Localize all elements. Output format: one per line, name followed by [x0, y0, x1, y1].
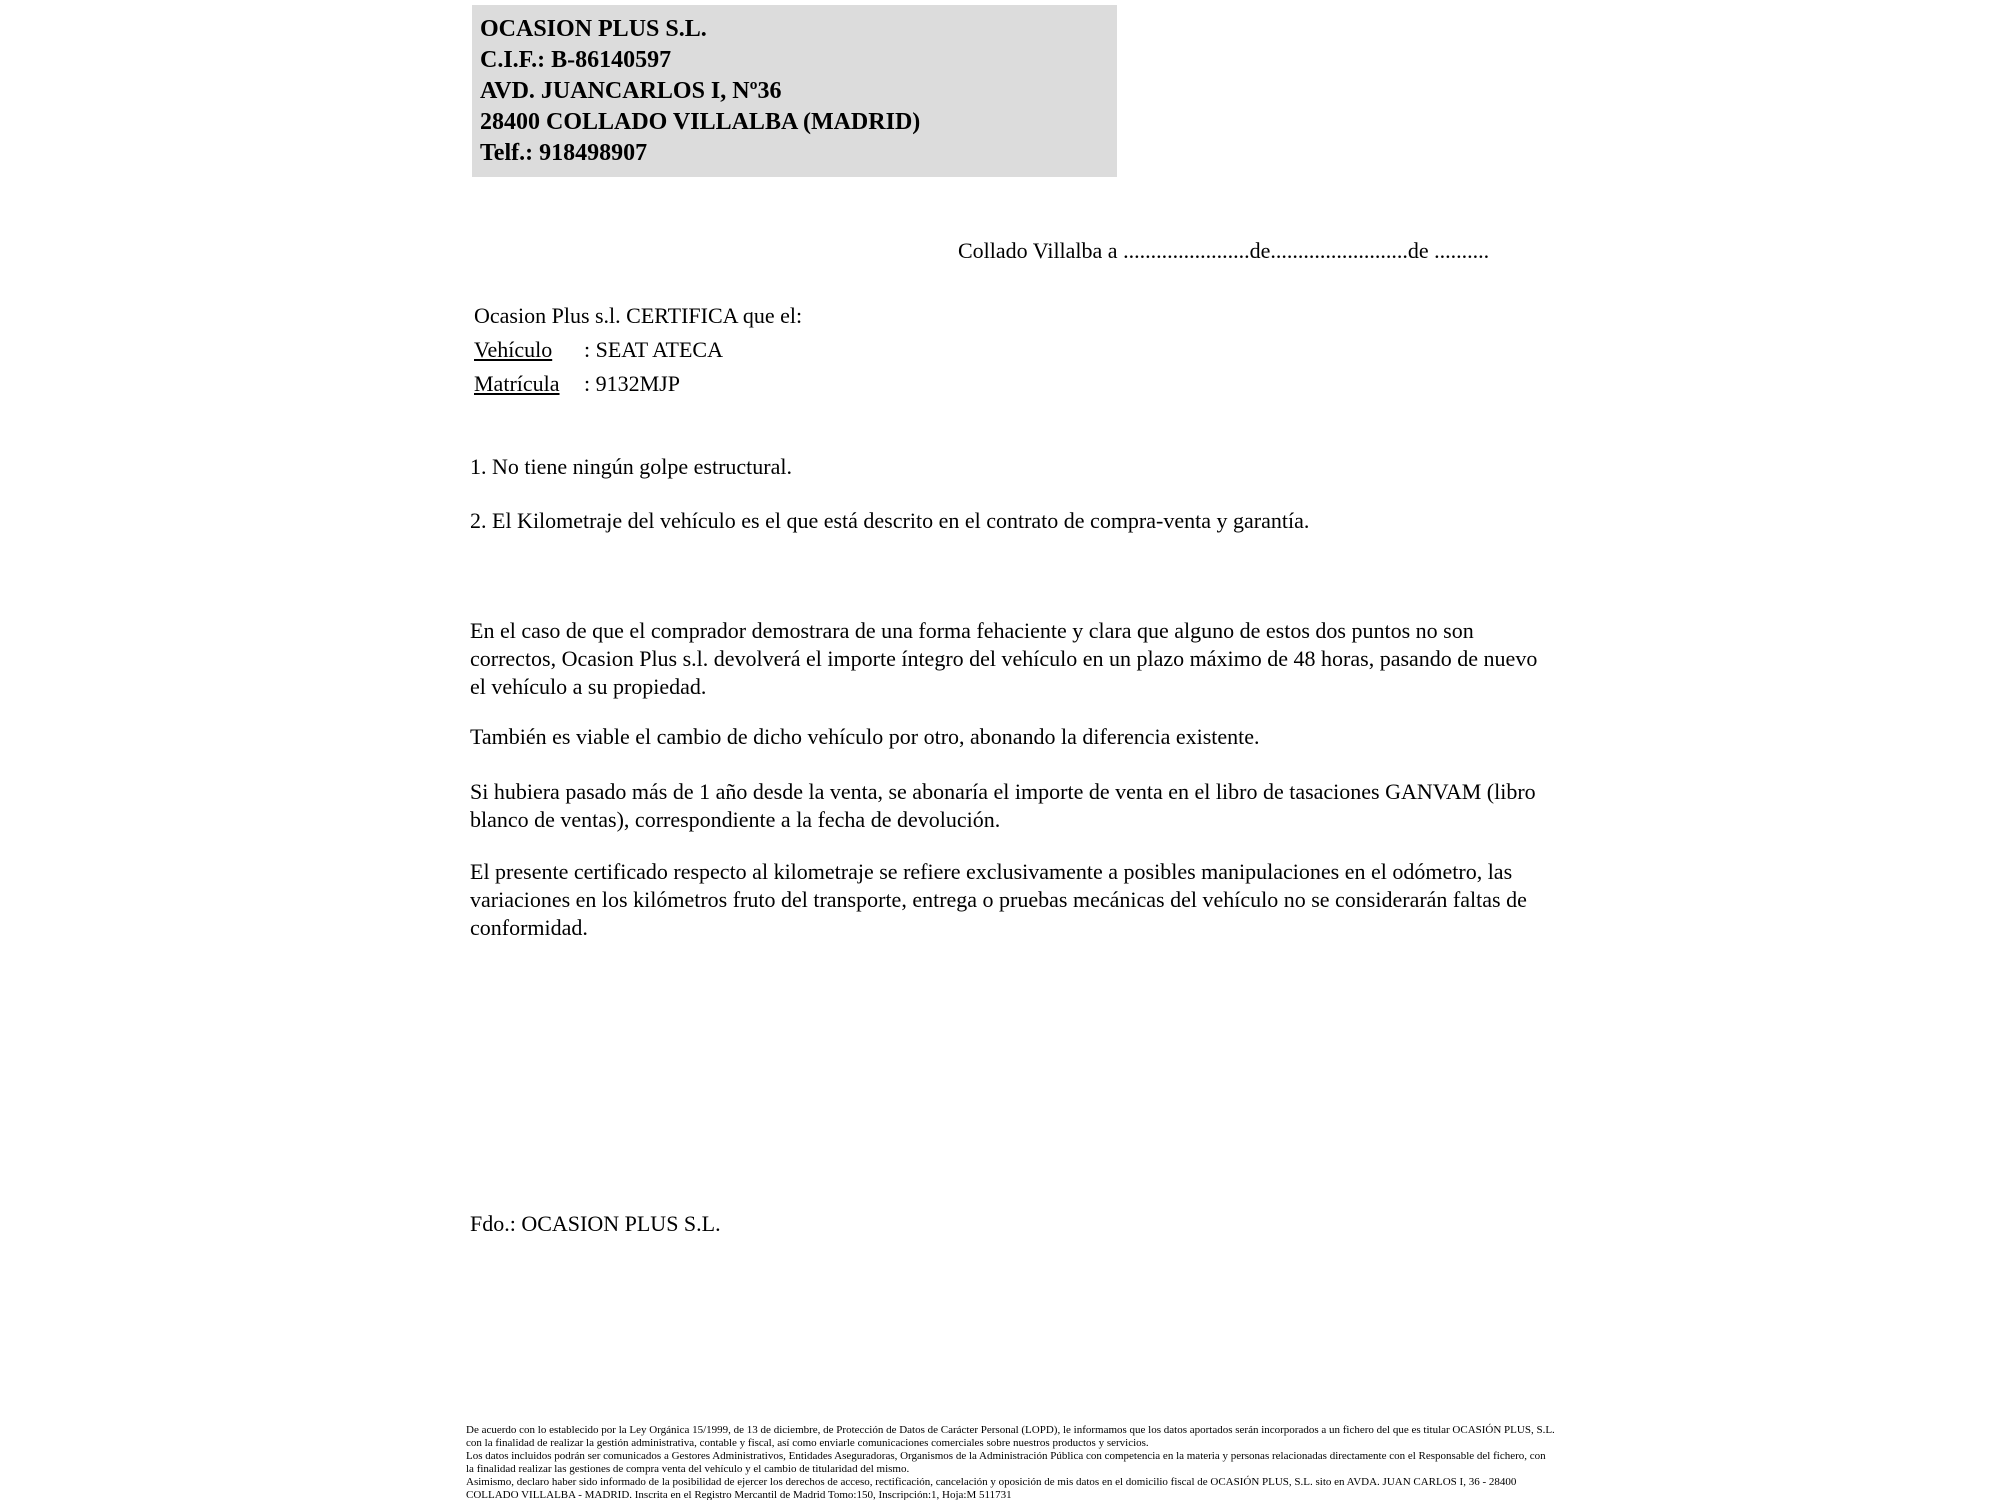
- signature-line: Fdo.: OCASION PLUS S.L.: [470, 1211, 721, 1236]
- body-paragraph-exchange: También es viable el cambio de dicho vehículo por otro, abonando la diferencia existente.: [470, 724, 1260, 749]
- plate-value: : 9132MJP: [584, 371, 680, 396]
- company-name: OCASION PLUS S.L.: [480, 16, 707, 42]
- legal-footer-paragraph-lopd: De acuerdo con lo establecido por la Ley Orgánica 15/1999, de 13 de diciembre, de Protección de Datos de Carácter Personal (LOPD), le informamos que los datos aportados serán incorporados a un fichero del que es titular OCASIÓN PLUS, S.L. con la finalidad de realizar la gestión administrativa, contable y fiscal, así como enviarle comunicaciones comerciales sobre nuestros productos y servicios.: [466, 1424, 1555, 1449]
- plate-row: [474, 367, 802, 401]
- certificate-point-2: 2. El Kilometraje del vehículo es el que está descrito en el contrato de compra-venta y garantía.: [470, 508, 1310, 533]
- body-paragraph-ganvam: Si hubiera pasado más de 1 año desde la venta, se abonaría el importe de venta en el libro de tasaciones GANVAM (libro blanco de ventas), correspondiente a la fecha de devolución.: [470, 779, 1536, 832]
- certify-block: [474, 299, 802, 401]
- legal-footer: [466, 1424, 1556, 1500]
- date-line: Collado Villalba a .......................de.........................de ..........: [958, 238, 1490, 263]
- vehicle-label: Vehículo: [474, 337, 553, 362]
- certificate-point-1: 1. No tiene ningún golpe estructural.: [470, 454, 792, 479]
- company-header-box: [472, 5, 1117, 177]
- body-paragraph-odometer: El presente certificado respecto al kilometraje se refiere exclusivamente a posibles manipulaciones en el odómetro, las variaciones en los kilómetros fruto del transporte, entrega o pruebas mecánicas del vehículo no se considerarán faltas de conformidad.: [470, 859, 1527, 940]
- company-phone: Telf.: 918498907: [480, 140, 648, 166]
- company-address: AVD. JUANCARLOS I, Nº36: [480, 78, 782, 104]
- vehicle-row: [474, 333, 802, 367]
- company-cif: C.I.F.: B-86140597: [480, 47, 672, 73]
- company-city: 28400 COLLADO VILLALBA (MADRID): [480, 109, 921, 135]
- legal-footer-paragraph-data-sharing: Los datos incluidos podrán ser comunicados a Gestores Administrativos, Entidades Aseguradoras, Organismos de la Administración Pública con competencia en la materia y personas relacionadas directamente con el Responsable del fichero, con la finalidad realizar las gestiones de compra venta del vehículo y el cambio de titularidad del mismo.: [466, 1450, 1546, 1475]
- legal-footer-paragraph-rights: Asimismo, declaro haber sido informado de la posibilidad de ejercer los derechos de acceso, rectificación, cancelación y oposición de mis datos en el domicilio fiscal de OCASIÓN PLUS, S.L. sito en AVDA. JUAN CARLOS I, 36 - 28400 COLLADO VILLALBA - MADRID. Inscrita en el Registro Mercantil de Madrid Tomo:150, Inscripción:1, Hoja:M 511731: [466, 1476, 1517, 1500]
- plate-label: Matrícula: [474, 371, 560, 396]
- body-paragraph-refund: En el caso de que el comprador demostrara de una forma fehaciente y clara que alguno de estos dos puntos no son correctos, Ocasion Plus s.l. devolverá el importe íntegro del vehículo en un plazo máximo de 48 horas, pasando de nuevo el vehículo a su propiedad.: [470, 618, 1538, 699]
- certify-intro: Ocasion Plus s.l. CERTIFICA que el:: [474, 303, 803, 328]
- vehicle-value: : SEAT ATECA: [584, 337, 723, 362]
